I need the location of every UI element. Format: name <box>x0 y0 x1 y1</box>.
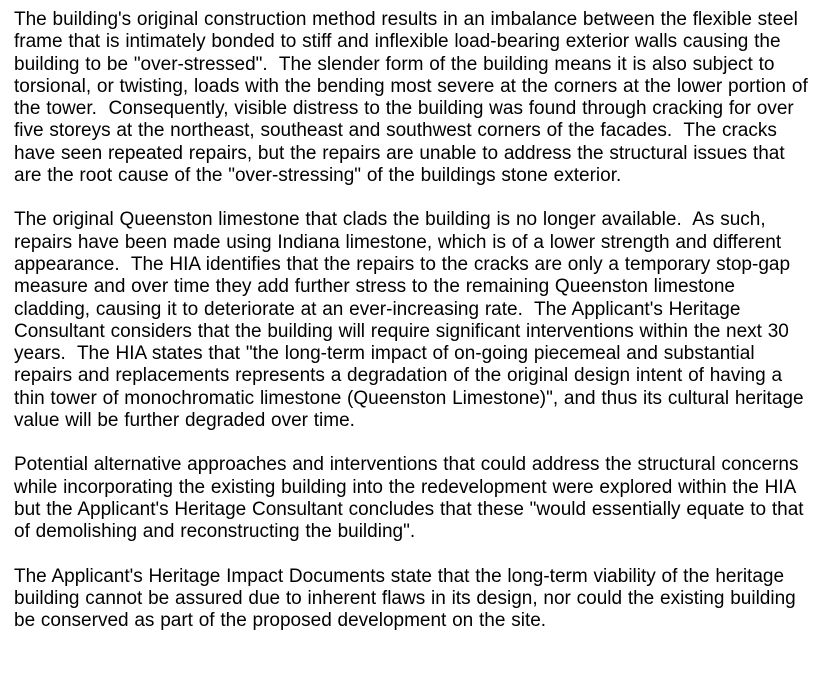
paragraph-alternative-approaches: Potential alternative approaches and interventions that could address the structural concerns while incorporating the existing building into the redevelopment were explored within the HIA but the Applicant's Heritage Consultant concludes that these "would essentially equate to that of demolishing and reconstructing the building". <box>14 454 810 543</box>
paragraph-long-term-viability: The Applicant's Heritage Impact Documents state that the long-term viability of the heritage building cannot be assured due to inherent flaws in its design, nor could the existing building be conserved as part of the proposed development on the site. <box>14 565 802 632</box>
paragraph-construction-imbalance: The building's original construction method results in an imbalance between the flexible steel frame that is intimately bonded to stiff and inflexible load-bearing exterior walls causing the building to be "over-stressed". The slender form of the building means it is also subject to torsional, or twisting, loads with the bending most severe at the corners at the lower portion of the tower. Consequently, visible distress to the building was found through cracking for over five storeys at the northeast, southeast and southwest corners of the facades. The cracks have seen repeated repairs, but the repairs are unable to address the structural issues that are the root cause of the "over-stressing" of the buildings stone exterior. <box>14 9 814 187</box>
paragraph-limestone-repairs: The original Queenston limestone that clads the building is no longer available. As such, repairs have been made using Indiana limestone, which is of a lower strength and different appearance. The HIA identifies that the repairs to the cracks are only a temporary stop-gap measure and over time they add further stress to the remaining Queenston limestone cladding, causing it to deteriorate at an ever-increasing rate. The Applicant's Heritage Consultant considers that the building will require significant interventions within the next 30 years. The HIA states that "the long-term impact of on-going piecemeal and substantial repairs and replacements represents a degradation of the original design intent of having a thin tower of monochromatic limestone (Queenston Limestone)", and thus its cultural heritage value will be further degraded over time. <box>14 209 810 432</box>
